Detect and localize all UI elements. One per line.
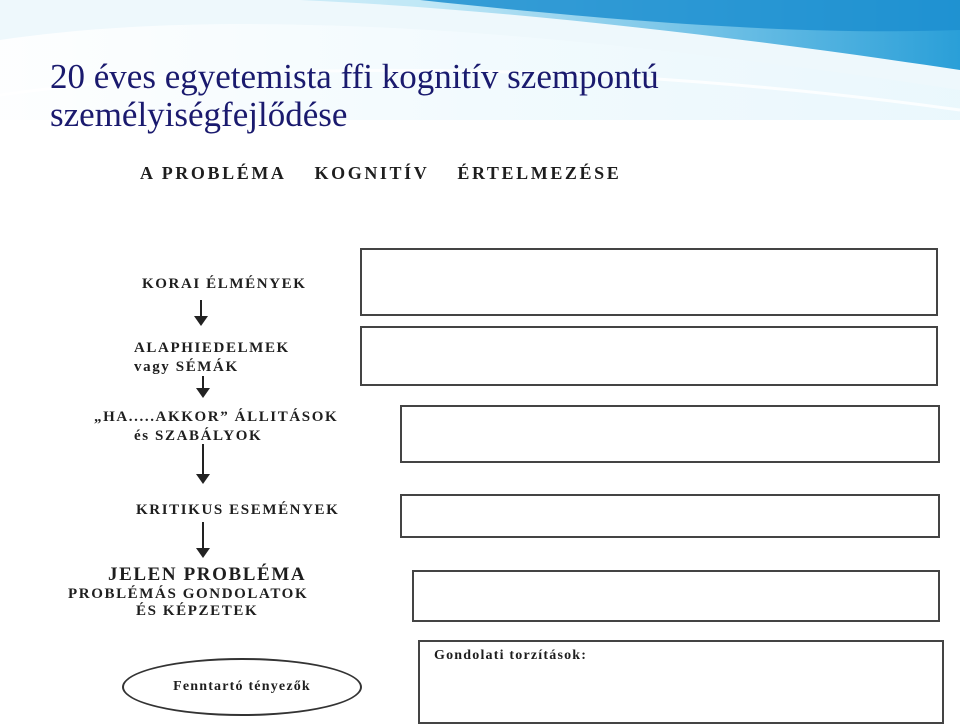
down-arrow-2 <box>196 376 210 398</box>
step-label-if-then-rules <box>94 408 338 446</box>
slide-title-line-2: személyiségfejlődése <box>50 95 348 134</box>
heading-word-1: A PROBLÉMA <box>140 163 287 183</box>
down-arrow-3 <box>196 444 210 484</box>
down-arrow-4 <box>196 522 210 558</box>
step-box-1 <box>360 248 938 316</box>
step-5-line-2: PROBLÉMÁS GONDOLATOK <box>68 586 309 602</box>
slide-title-line-1: 20 éves egyetemista ffi kognitív szempontú <box>50 57 659 96</box>
down-arrow-1 <box>194 300 208 326</box>
slide-title <box>50 58 659 134</box>
diagram-heading <box>140 163 850 184</box>
step-5-line-3: ÉS KÉPZETEK <box>136 603 259 619</box>
maintaining-factors-label: Fenntartó tényezők <box>173 679 311 694</box>
step-box-5 <box>412 570 940 622</box>
step-box-3 <box>400 405 940 463</box>
step-label-early-experiences <box>142 276 307 293</box>
step-3-line-1: „HA.....AKKOR” ÁLLITÁSOK <box>94 409 339 425</box>
step-3-line-2: és SZABÁLYOK <box>134 428 263 444</box>
step-box-2 <box>360 326 938 386</box>
distortions-label: Gondolati torzítások: <box>434 648 588 663</box>
heading-word-3: ÉRTELMEZÉSE <box>457 163 622 183</box>
step-1-line-1: KORAI ÉLMÉNYEK <box>142 276 307 292</box>
step-label-current-problem <box>68 564 308 620</box>
maintaining-factors-oval <box>122 658 362 716</box>
step-label-critical-events <box>136 502 339 519</box>
step-4-line-1: KRITIKUS ESEMÉNYEK <box>136 502 340 518</box>
step-label-core-beliefs <box>134 339 290 377</box>
step-2-line-1: ALAPHIEDELMEK <box>134 340 290 356</box>
step-box-4 <box>400 494 940 538</box>
distortions-box <box>418 640 944 724</box>
step-5-line-1: JELEN PROBLÉMA <box>108 564 307 585</box>
heading-word-2: KOGNITÍV <box>314 163 430 183</box>
step-2-line-2: vagy SÉMÁK <box>134 359 239 375</box>
